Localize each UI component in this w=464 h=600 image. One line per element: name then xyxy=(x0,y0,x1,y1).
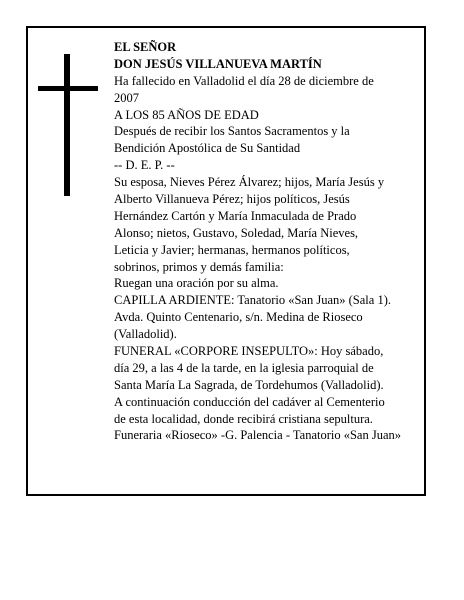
family-line: Su esposa, Nieves Pérez Álvarez; hijos, María Jesús y xyxy=(114,175,385,190)
family-line: Alberto Villanueva Pérez; hijos políticos, Jesús xyxy=(114,192,350,207)
prayer-line: Ruegan una oración por su alma. xyxy=(114,276,279,291)
age-line: A LOS 85 AÑOS DE EDAD xyxy=(114,107,259,122)
deceased-name: DON JESÚS VILLANUEVA MARTÍN xyxy=(114,56,322,71)
obituary-text xyxy=(114,39,432,444)
cross-vertical-bar xyxy=(64,54,70,196)
funeral-home-line: Funeraria «Rioseco» -G. Palencia - Tanatorio «San Juan» xyxy=(114,428,402,443)
family-line: Alonso; nietos, Gustavo, Soledad, María Nieves, xyxy=(114,225,359,240)
funeral-line: FUNERAL «CORPORE INSEPULTO»: Hoy sábado, xyxy=(114,344,384,359)
funeral-time-line: día 29, a las 4 de la tarde, en la iglesia parroquial de xyxy=(114,360,374,375)
cross-horizontal-bar xyxy=(38,86,98,91)
funeral-church-line: Santa María La Sagrada, de Tordehumos (Valladolid). xyxy=(114,377,384,392)
burial-line: A continuación conducción del cadáver al Cementerio xyxy=(114,394,385,409)
deceased-title: EL SEÑOR xyxy=(114,40,177,54)
burial-line: de esta localidad, donde recibirá cristiana sepultura. xyxy=(114,411,373,426)
rip-line: -- D. E. P. -- xyxy=(114,158,175,173)
family-line: sobrinos, primos y demás familia: xyxy=(114,259,284,274)
chapel-city-line: (Valladolid). xyxy=(114,327,177,342)
death-date-line: Ha fallecido en Valladolid el día 28 de diciembre de xyxy=(114,73,374,88)
chapel-address-line: Avda. Quinto Centenario, s/n. Medina de Rioseco xyxy=(114,310,363,325)
death-year-line: 2007 xyxy=(114,90,139,105)
sacraments-line: Después de recibir los Santos Sacramentos y la xyxy=(114,124,350,139)
chapel-line: CAPILLA ARDIENTE: Tanatorio «San Juan» (Sala 1). xyxy=(114,293,391,308)
family-line: Hernández Cartón y María Inmaculada de Prado xyxy=(114,208,357,223)
family-line: Leticia y Javier; hermanas, hermanos políticos, xyxy=(114,242,350,257)
cross-icon xyxy=(38,54,98,196)
blessing-line: Bendición Apostólica de Su Santidad xyxy=(114,141,301,156)
